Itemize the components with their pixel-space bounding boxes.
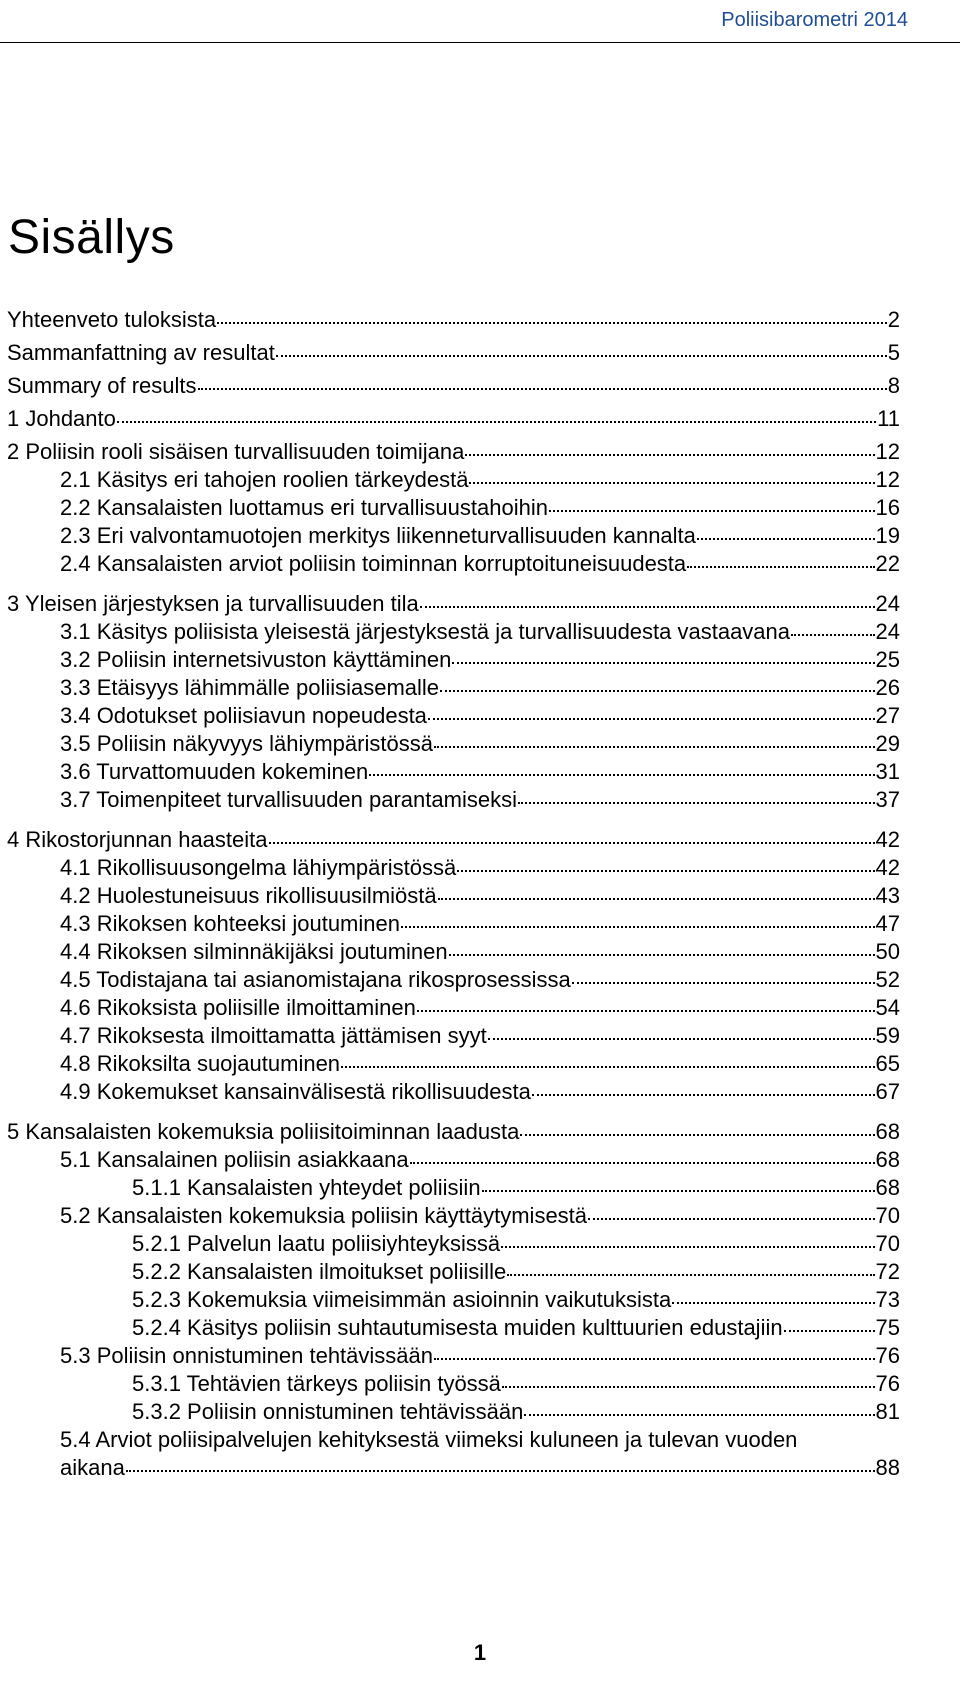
toc-dot-leader (341, 1066, 874, 1068)
toc-entry[interactable] (7, 1118, 900, 1146)
toc-entry-page: 43 (875, 883, 900, 908)
toc-entry-page: 76 (875, 1371, 900, 1396)
toc-entry[interactable] (7, 1342, 900, 1370)
toc-entry-text: 4.8 Rikoksilta suojautuminen (60, 1051, 341, 1076)
toc-entry-page: 70 (875, 1231, 900, 1256)
toc-entry-text: 2 Poliisin rooli sisäisen turvallisuuden toimijana (7, 439, 465, 464)
toc-entry-text: 5.2.3 Kokemuksia viimeisimmän asioinnin vaikutuksista (132, 1287, 672, 1312)
toc-dot-leader (269, 842, 875, 844)
toc-entry[interactable] (7, 882, 900, 910)
toc-entry-page: 73 (875, 1287, 900, 1312)
toc-dot-leader (520, 1134, 874, 1136)
toc-entry-text: Summary of results (7, 373, 197, 398)
toc-entry-page: 25 (875, 647, 900, 672)
toc-entry-text: 4.3 Rikoksen kohteeksi joutuminen (60, 911, 400, 936)
toc-entry-page: 42 (875, 855, 900, 880)
toc-entry-text: 5.2.4 Käsitys poliisin suhtautumisesta muiden kulttuurien edustajiin (132, 1315, 783, 1340)
toc-dot-leader (449, 954, 875, 956)
toc-entry[interactable] (7, 494, 900, 522)
page-number: 1 (473, 1640, 487, 1665)
toc-entry-page: 16 (875, 495, 900, 520)
toc-entry-text: 4.2 Huolestuneisuus rikollisuusilmiöstä (60, 883, 437, 908)
toc-entry[interactable] (7, 1314, 900, 1342)
toc-entry[interactable] (7, 522, 900, 550)
toc-entry[interactable] (7, 758, 900, 786)
toc-entry-page: 12 (875, 467, 900, 492)
toc-dot-leader (501, 1246, 874, 1248)
toc-entry-page: 47 (875, 911, 900, 936)
toc-entry-text: 4.4 Rikoksen silminnäkijäksi joutuminen (60, 939, 448, 964)
toc-dot-leader (549, 510, 875, 512)
toc-entry-page: 52 (875, 967, 900, 992)
toc-entry[interactable] (7, 1050, 900, 1078)
toc-dot-leader (198, 388, 887, 390)
toc-entry[interactable] (7, 1078, 900, 1106)
toc-entry-page: 70 (875, 1203, 900, 1228)
toc-entry-page: 19 (875, 523, 900, 548)
toc-entry[interactable] (7, 994, 900, 1022)
toc-entry-text: 3.4 Odotukset poliisiavun nopeudesta (60, 703, 427, 728)
toc-entry[interactable] (7, 938, 900, 966)
toc-entry[interactable] (7, 339, 900, 367)
toc-entry-page: 72 (875, 1259, 900, 1284)
toc-dot-leader (369, 774, 874, 776)
toc-entry-page: 75 (875, 1315, 900, 1340)
toc-entry-text: 2.4 Kansalaisten arviot poliisin toiminnan korruptoituneisuudesta (60, 551, 687, 576)
toc-entry[interactable] (7, 966, 900, 994)
toc-entry-text: 5.2.2 Kansalaisten ilmoitukset poliisille (132, 1259, 507, 1284)
toc-entry[interactable] (7, 786, 900, 814)
toc-dot-leader (482, 1190, 875, 1192)
toc-entry-text: 3.5 Poliisin näkyvyys lähiympäristössä (60, 731, 433, 756)
toc-entry-page: 22 (875, 551, 900, 576)
toc-entry-page: 42 (875, 827, 900, 852)
toc-entry-text: 4.5 Todistajana tai asianomistajana rikosprosessissa (60, 967, 571, 992)
toc-dot-leader (434, 746, 875, 748)
toc-entry-text: 3.2 Poliisin internetsivuston käyttäminen (60, 647, 452, 672)
toc-entry-page: 5 (887, 340, 900, 365)
toc-entry-text: 4.6 Rikoksista poliisille ilmoittaminen (60, 995, 416, 1020)
toc-entry-text-continued: aikana (60, 1455, 125, 1480)
toc-dot-leader (697, 538, 875, 540)
toc-entry-page: 76 (875, 1343, 900, 1368)
toc-entry-text: 3.3 Etäisyys lähimmälle poliisiasemalle (60, 675, 440, 700)
toc-entry-page: 26 (875, 675, 900, 700)
toc-entry-text: 3.6 Turvattomuuden kokeminen (60, 759, 369, 784)
toc-entry[interactable] (7, 1230, 900, 1258)
toc-dot-leader (217, 322, 887, 324)
toc-entry-text: 3 Yleisen järjestyksen ja turvallisuuden tila (7, 591, 419, 616)
toc-dot-leader (687, 566, 874, 568)
toc-dot-leader (502, 1386, 875, 1388)
toc-dot-leader (784, 1330, 875, 1332)
toc-entry-text: 4.7 Rikoksesta ilmoittamatta jättämisen syyt (60, 1023, 487, 1048)
toc-entry[interactable] (7, 1426, 900, 1482)
toc-entry-page: 31 (875, 759, 900, 784)
toc-entry-text: 1 Johdanto (7, 406, 116, 431)
toc-entry-text: 5.1.1 Kansalaisten yhteydet poliisiin (132, 1175, 481, 1200)
toc-entry[interactable] (7, 438, 900, 466)
toc-entry-text: 5.3.1 Tehtävien tärkeys poliisin työssä (132, 1371, 501, 1396)
toc-entry[interactable] (7, 466, 900, 494)
toc-dot-leader (434, 1358, 875, 1360)
toc-entry[interactable] (7, 618, 900, 646)
toc-entry-text: 5 Kansalaisten kokemuksia poliisitoiminnan laadusta (7, 1119, 520, 1144)
table-of-contents (7, 306, 900, 1482)
toc-dot-leader (524, 1414, 874, 1416)
page-title: Sisällys (8, 211, 175, 264)
toc-entry[interactable] (7, 590, 900, 618)
toc-entry[interactable] (7, 1370, 900, 1398)
toc-dot-leader (440, 690, 874, 692)
toc-entry-page: 50 (875, 939, 900, 964)
toc-entry-text: 2.2 Kansalaisten luottamus eri turvallisuustahoihin (60, 495, 548, 520)
toc-entry-text: 5.1 Kansalainen poliisin asiakkaana (60, 1147, 409, 1172)
toc-entry-text: 5.2 Kansalaisten kokemuksia poliisin käyttäytymisestä (60, 1203, 588, 1228)
toc-entry[interactable] (7, 910, 900, 938)
toc-entry[interactable] (7, 306, 900, 334)
toc-dot-leader (572, 982, 875, 984)
toc-dot-leader (428, 718, 875, 720)
toc-entry[interactable] (7, 826, 900, 854)
toc-entry[interactable] (7, 1398, 900, 1426)
toc-entry[interactable] (7, 405, 900, 433)
toc-dot-leader (672, 1302, 874, 1304)
toc-dot-leader (401, 926, 875, 928)
toc-entry-page: 24 (875, 591, 900, 616)
toc-entry-text: 5.3.2 Poliisin onnistuminen tehtävissään (132, 1399, 524, 1424)
running-header: Poliisibarometri 2014 (721, 9, 908, 31)
toc-entry[interactable] (7, 674, 900, 702)
header-rule (0, 42, 960, 43)
toc-entry[interactable] (7, 1174, 900, 1202)
toc-entry-page: 24 (875, 619, 900, 644)
toc-entry-text: 2.3 Eri valvontamuotojen merkitys liikenneturvallisuuden kannalta (60, 523, 696, 548)
toc-dot-leader (588, 1218, 874, 1220)
toc-dot-leader (452, 662, 874, 664)
toc-entry[interactable] (7, 1286, 900, 1314)
toc-dot-leader (465, 454, 874, 456)
toc-entry-text: 3.1 Käsitys poliisista yleisestä järjestyksestä ja turvallisuudesta vastaavana (60, 619, 791, 644)
toc-entry[interactable] (7, 1202, 900, 1230)
toc-entry[interactable] (7, 854, 900, 882)
toc-entry-page: 59 (875, 1023, 900, 1048)
toc-entry-page: 68 (875, 1175, 900, 1200)
toc-entry-text: Sammanfattning av resultat (7, 340, 275, 365)
toc-entry-page: 37 (875, 787, 900, 812)
toc-entry-text: 2.1 Käsitys eri tahojen roolien tärkeydestä (60, 467, 469, 492)
toc-dot-leader (276, 355, 887, 357)
toc-dot-leader (507, 1274, 874, 1276)
toc-dot-leader (518, 802, 875, 804)
toc-entry-page: 54 (875, 995, 900, 1020)
toc-entry-page: 29 (875, 731, 900, 756)
toc-entry-text: 4 Rikostorjunnan haasteita (7, 827, 268, 852)
toc-entry-text: 4.1 Rikollisuusongelma lähiympäristössä (60, 855, 457, 880)
toc-entry[interactable] (7, 550, 900, 578)
toc-entry-page: 68 (875, 1147, 900, 1172)
toc-entry-page: 81 (875, 1399, 900, 1424)
toc-entry-page: 88 (875, 1455, 900, 1480)
toc-dot-leader (420, 606, 875, 608)
toc-entry[interactable] (7, 1022, 900, 1050)
toc-entry-page: 2 (887, 307, 900, 332)
toc-entry-page: 67 (875, 1079, 900, 1104)
toc-entry[interactable] (7, 730, 900, 758)
toc-dot-leader (438, 898, 875, 900)
toc-entry-page: 11 (877, 406, 900, 431)
toc-dot-leader (126, 1470, 875, 1472)
toc-entry-text: 3.7 Toimenpiteet turvallisuuden parantamiseksi (60, 787, 517, 812)
toc-entry-text: 5.4 Arviot poliisipalvelujen kehityksestä viimeksi kuluneen ja tulevan vuoden (60, 1427, 798, 1452)
toc-entry-text: 5.2.1 Palvelun laatu poliisiyhteyksissä (132, 1231, 501, 1256)
toc-dot-leader (488, 1038, 875, 1040)
toc-entry-text: 4.9 Kokemukset kansainvälisestä rikollisuudesta (60, 1079, 531, 1104)
toc-entry-page: 68 (875, 1119, 900, 1144)
toc-entry-page: 27 (875, 703, 900, 728)
toc-entry[interactable] (7, 372, 900, 400)
toc-entry-page: 8 (887, 373, 900, 398)
toc-entry-text: 5.3 Poliisin onnistuminen tehtävissään (60, 1343, 434, 1368)
toc-dot-leader (457, 870, 874, 872)
toc-entry[interactable] (7, 702, 900, 730)
toc-entry-page: 65 (875, 1051, 900, 1076)
toc-dot-leader (532, 1094, 875, 1096)
toc-dot-leader (410, 1162, 875, 1164)
toc-entry[interactable] (7, 1258, 900, 1286)
toc-entry-text: Yhteenveto tuloksista (7, 307, 217, 332)
toc-dot-leader (117, 421, 876, 423)
toc-dot-leader (791, 634, 874, 636)
toc-entry-page: 12 (875, 439, 900, 464)
toc-dot-leader (417, 1010, 875, 1012)
toc-entry[interactable] (7, 1146, 900, 1174)
toc-entry[interactable] (7, 646, 900, 674)
toc-dot-leader (469, 482, 874, 484)
